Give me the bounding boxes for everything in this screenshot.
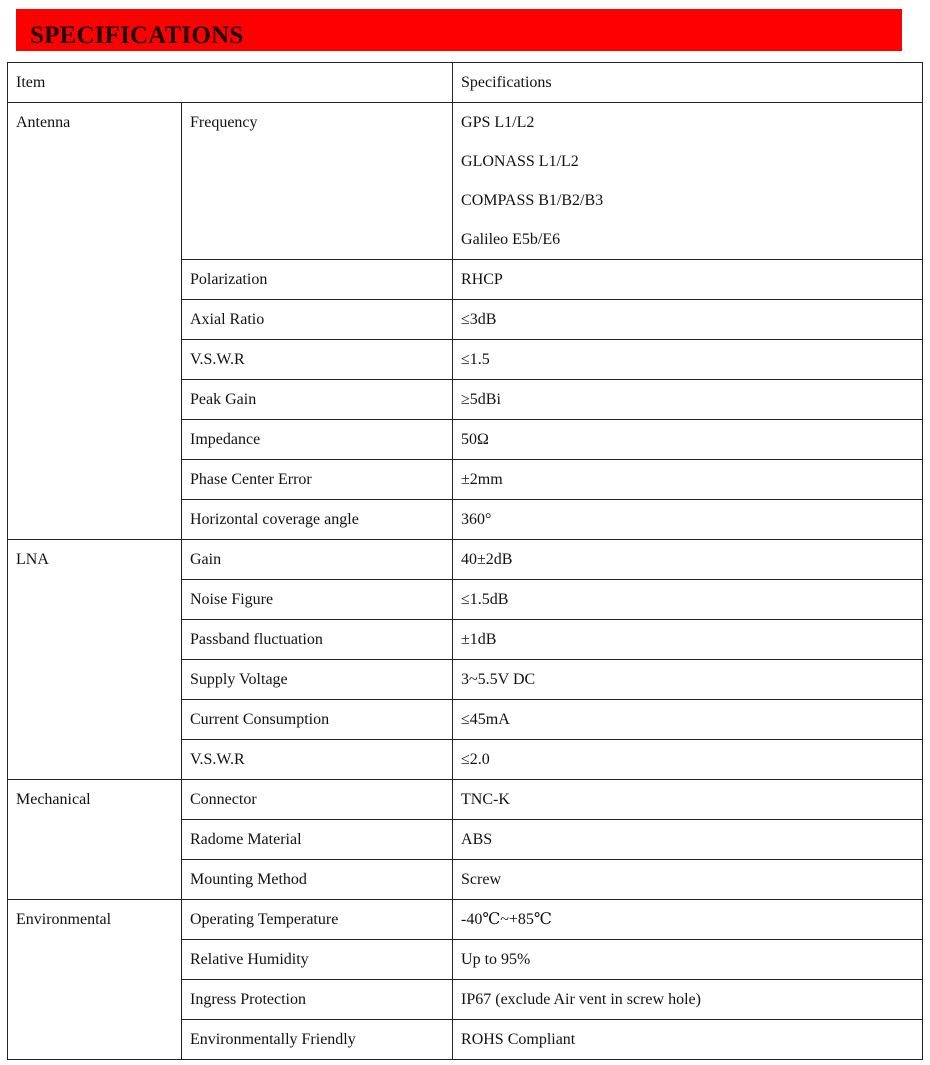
parameter-value [453,500,923,540]
parameter-name: Passband fluctuation [182,620,453,660]
parameter-name: Mounting Method [182,860,453,900]
parameter-name: Current Consumption [182,700,453,740]
value-line: ≥5dBi [461,391,501,408]
table-header-row [8,63,923,103]
table-row [8,900,923,940]
value-line: ±1dB [461,631,497,648]
parameter-name: Noise Figure [182,580,453,620]
value-line: RHCP [461,271,503,288]
section-title-bar [16,9,902,51]
parameter-name: Operating Temperature [182,900,453,940]
value-line: 50Ω [461,431,489,448]
group-label: LNA [8,540,182,780]
parameter-value [453,103,923,260]
value-line: ≤1.5dB [461,591,509,608]
table-row [8,780,923,820]
value-line: Screw [461,871,501,888]
parameter-value [453,1020,923,1060]
page-title: SPECIFICATIONS [30,22,244,49]
value-line: -40℃~+85℃ [461,911,552,928]
table-row [8,103,923,260]
parameter-value [453,900,923,940]
value-line: 360° [461,511,492,528]
parameter-name: Radome Material [182,820,453,860]
value-line: GLONASS L1/L2 [461,153,579,170]
parameter-name: Environmentally Friendly [182,1020,453,1060]
value-line: TNC-K [461,791,510,808]
parameter-value [453,260,923,300]
parameter-value [453,460,923,500]
value-line: 40±2dB [461,551,513,568]
value-line: COMPASS B1/B2/B3 [461,192,604,209]
value-line: ≤45mA [461,711,510,728]
value-line: IP67 (exclude Air vent in screw hole) [461,991,701,1008]
parameter-name: Horizontal coverage angle [182,500,453,540]
parameter-name: V.S.W.R [182,740,453,780]
parameter-name: Ingress Protection [182,980,453,1020]
parameter-name: Gain [182,540,453,580]
parameter-value [453,300,923,340]
parameter-name: Polarization [182,260,453,300]
value-line: ≤1.5 [461,351,490,368]
value-line: ≤3dB [461,311,497,328]
specifications-table [7,62,923,1060]
parameter-name: Connector [182,780,453,820]
parameter-value [453,820,923,860]
value-line: 3~5.5V DC [461,671,536,688]
parameter-value [453,340,923,380]
table-row [8,540,923,580]
header-specifications: Specifications [453,63,923,103]
value-line: ±2mm [461,471,503,488]
value-line: GPS L1/L2 [461,114,535,131]
parameter-value [453,940,923,980]
parameter-value [453,660,923,700]
parameter-name: Impedance [182,420,453,460]
parameter-name: Relative Humidity [182,940,453,980]
parameter-value [453,620,923,660]
parameter-name: V.S.W.R [182,340,453,380]
parameter-value [453,540,923,580]
group-label: Antenna [8,103,182,540]
value-line: ABS [461,831,493,848]
parameter-value [453,420,923,460]
parameter-name: Frequency [182,103,453,260]
value-line: ≤2.0 [461,751,490,768]
value-line: Up to 95% [461,951,531,968]
parameter-value [453,780,923,820]
parameter-name: Axial Ratio [182,300,453,340]
parameter-value [453,860,923,900]
parameter-value [453,380,923,420]
value-line: Galileo E5b/E6 [461,231,561,248]
parameter-value [453,700,923,740]
specifications-table-body [8,63,923,1060]
group-label: Environmental [8,900,182,1060]
group-label: Mechanical [8,780,182,900]
parameter-value [453,980,923,1020]
parameter-value [453,580,923,620]
header-item: Item [8,63,453,103]
parameter-name: Peak Gain [182,380,453,420]
value-line: ROHS Compliant [461,1031,576,1048]
parameter-value [453,740,923,780]
parameter-name: Supply Voltage [182,660,453,700]
parameter-name: Phase Center Error [182,460,453,500]
